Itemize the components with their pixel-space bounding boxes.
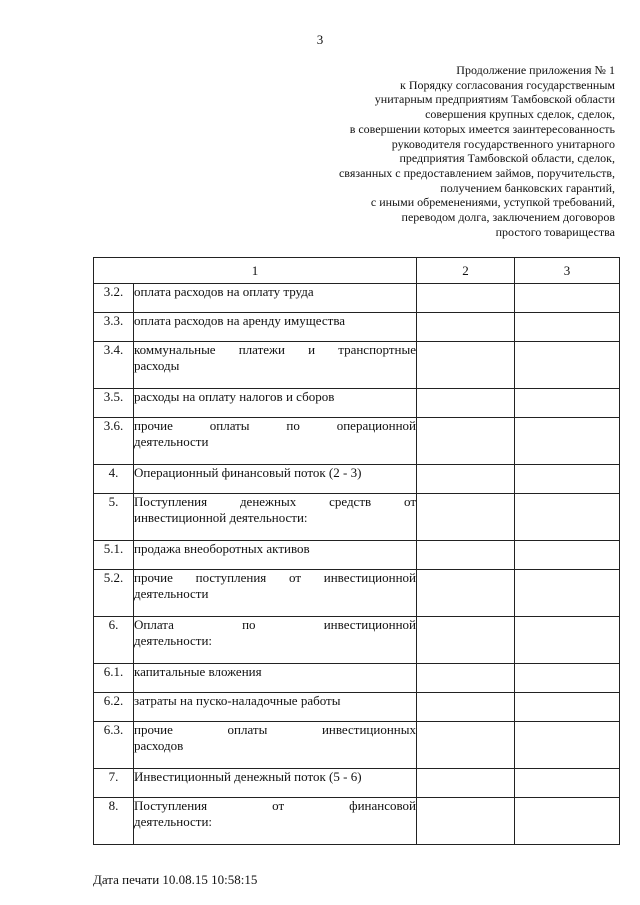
header-line: в совершении которых имеется заинтересованность [349,121,615,136]
header-line: получением банковских гарантий, [440,180,615,195]
row-number: 3.5. [94,389,134,418]
row-label-line-2: деятельности [134,434,209,449]
table-row [94,465,620,494]
value-cell-col2 [417,541,515,570]
row-label-line-1: коммунальные платежи и транспортные [134,342,416,357]
row-number: 3.3. [94,313,134,342]
row-number: 3.2. [94,284,134,313]
value-cell-col3 [515,389,620,418]
value-cell-col3 [515,798,620,845]
header-line: к Порядку согласования государственным [399,77,615,92]
row-label: капитальные вложения [134,664,417,693]
table-row [94,389,620,418]
header-line: простого товарищества [495,224,615,239]
value-cell-col3 [515,769,620,798]
value-cell-col2 [417,693,515,722]
row-label: оплата расходов на аренду имущества [134,313,417,342]
row-label [134,570,417,617]
page-number: 3 [316,32,324,47]
value-cell-col2 [417,284,515,313]
row-label-line-2: деятельности: [134,633,213,648]
row-label: продажа внеоборотных активов [134,541,417,570]
column-header-3: 3 [515,258,620,284]
value-cell-col2 [417,342,515,389]
row-number: 5.2. [94,570,134,617]
row-label [134,494,417,541]
row-label [134,342,417,389]
table-row [94,798,620,845]
row-number: 4. [94,465,134,494]
row-label: затраты на пуско-наладочные работы [134,693,417,722]
row-number: 6.1. [94,664,134,693]
table-row [94,693,620,722]
value-cell-col2 [417,494,515,541]
table-row [94,284,620,313]
column-header-1: 1 [94,258,417,284]
table-row [94,313,620,342]
value-cell-col3 [515,664,620,693]
value-cell-col2 [417,664,515,693]
row-number: 8. [94,798,134,845]
value-cell-col3 [515,722,620,769]
column-header-2: 2 [417,258,515,284]
row-label-line-1: Поступления денежных средств от [134,494,416,509]
header-line: связанных с предоставлением займов, поручительств, [338,165,615,180]
value-cell-col3 [515,342,620,389]
row-number: 5. [94,494,134,541]
table-row [94,418,620,465]
header-line: с иными обременениями, уступкой требований, [370,195,615,210]
row-label-line-1: Оплата по инвестиционной [134,617,416,632]
row-label [134,617,417,664]
value-cell-col2 [417,798,515,845]
value-cell-col3 [515,617,620,664]
row-number: 6.2. [94,693,134,722]
row-label-line-1: прочие оплаты по операционной [134,418,416,433]
value-cell-col3 [515,284,620,313]
value-cell-col3 [515,313,620,342]
row-label-line-1: прочие оплаты инвестиционных [134,722,416,737]
row-label: Инвестиционный денежный поток (5 - 6) [134,769,417,798]
row-label-line-2: деятельности [134,586,209,601]
table-row [94,722,620,769]
value-cell-col3 [515,494,620,541]
row-label: Операционный финансовый поток (2 - 3) [134,465,417,494]
row-label-line-2: инвестиционной деятельности: [134,510,308,525]
table-row [94,664,620,693]
row-label-line-2: деятельности: [134,814,213,829]
row-number: 6. [94,617,134,664]
row-label-line-1: Поступления от финансовой [134,798,416,813]
value-cell-col2 [417,389,515,418]
cash-flow-table [93,257,620,845]
header-line: предприятия Тамбовской области, сделок, [399,151,615,166]
value-cell-col2 [417,465,515,494]
value-cell-col3 [515,465,620,494]
table-row [94,769,620,798]
row-number: 5.1. [94,541,134,570]
value-cell-col3 [515,418,620,465]
header-line: руководителя государственного унитарного [391,136,615,151]
row-label: расходы на оплату налогов и сборов [134,389,417,418]
value-cell-col2 [417,617,515,664]
row-number: 3.4. [94,342,134,389]
table-row [94,494,620,541]
row-label-line-1: прочие поступления от инвестиционной [134,570,416,585]
table-row [94,541,620,570]
header-line: унитарным предприятиям Тамбовской области [374,92,615,107]
header-line: совершения крупных сделок, сделок, [425,107,615,122]
value-cell-col3 [515,541,620,570]
value-cell-col2 [417,722,515,769]
row-label [134,418,417,465]
table-row [94,342,620,389]
header-line: Продолжение приложения № 1 [456,63,615,77]
print-date: Дата печати 10.08.15 10:58:15 [93,872,258,887]
value-cell-col2 [417,570,515,617]
row-number: 6.3. [94,722,134,769]
row-label [134,798,417,845]
value-cell-col3 [515,570,620,617]
row-label-line-2: расходы [134,358,180,373]
value-cell-col3 [515,693,620,722]
row-label: оплата расходов на оплату труда [134,284,417,313]
value-cell-col2 [417,313,515,342]
header-line: переводом долга, заключением договоров [401,210,615,225]
table-row [94,617,620,664]
value-cell-col2 [417,418,515,465]
row-number: 3.6. [94,418,134,465]
value-cell-col2 [417,769,515,798]
row-number: 7. [94,769,134,798]
table-row [94,570,620,617]
row-label-line-2: расходов [134,738,184,753]
row-label [134,722,417,769]
appendix-header [285,63,615,239]
table-header-row [94,258,620,284]
